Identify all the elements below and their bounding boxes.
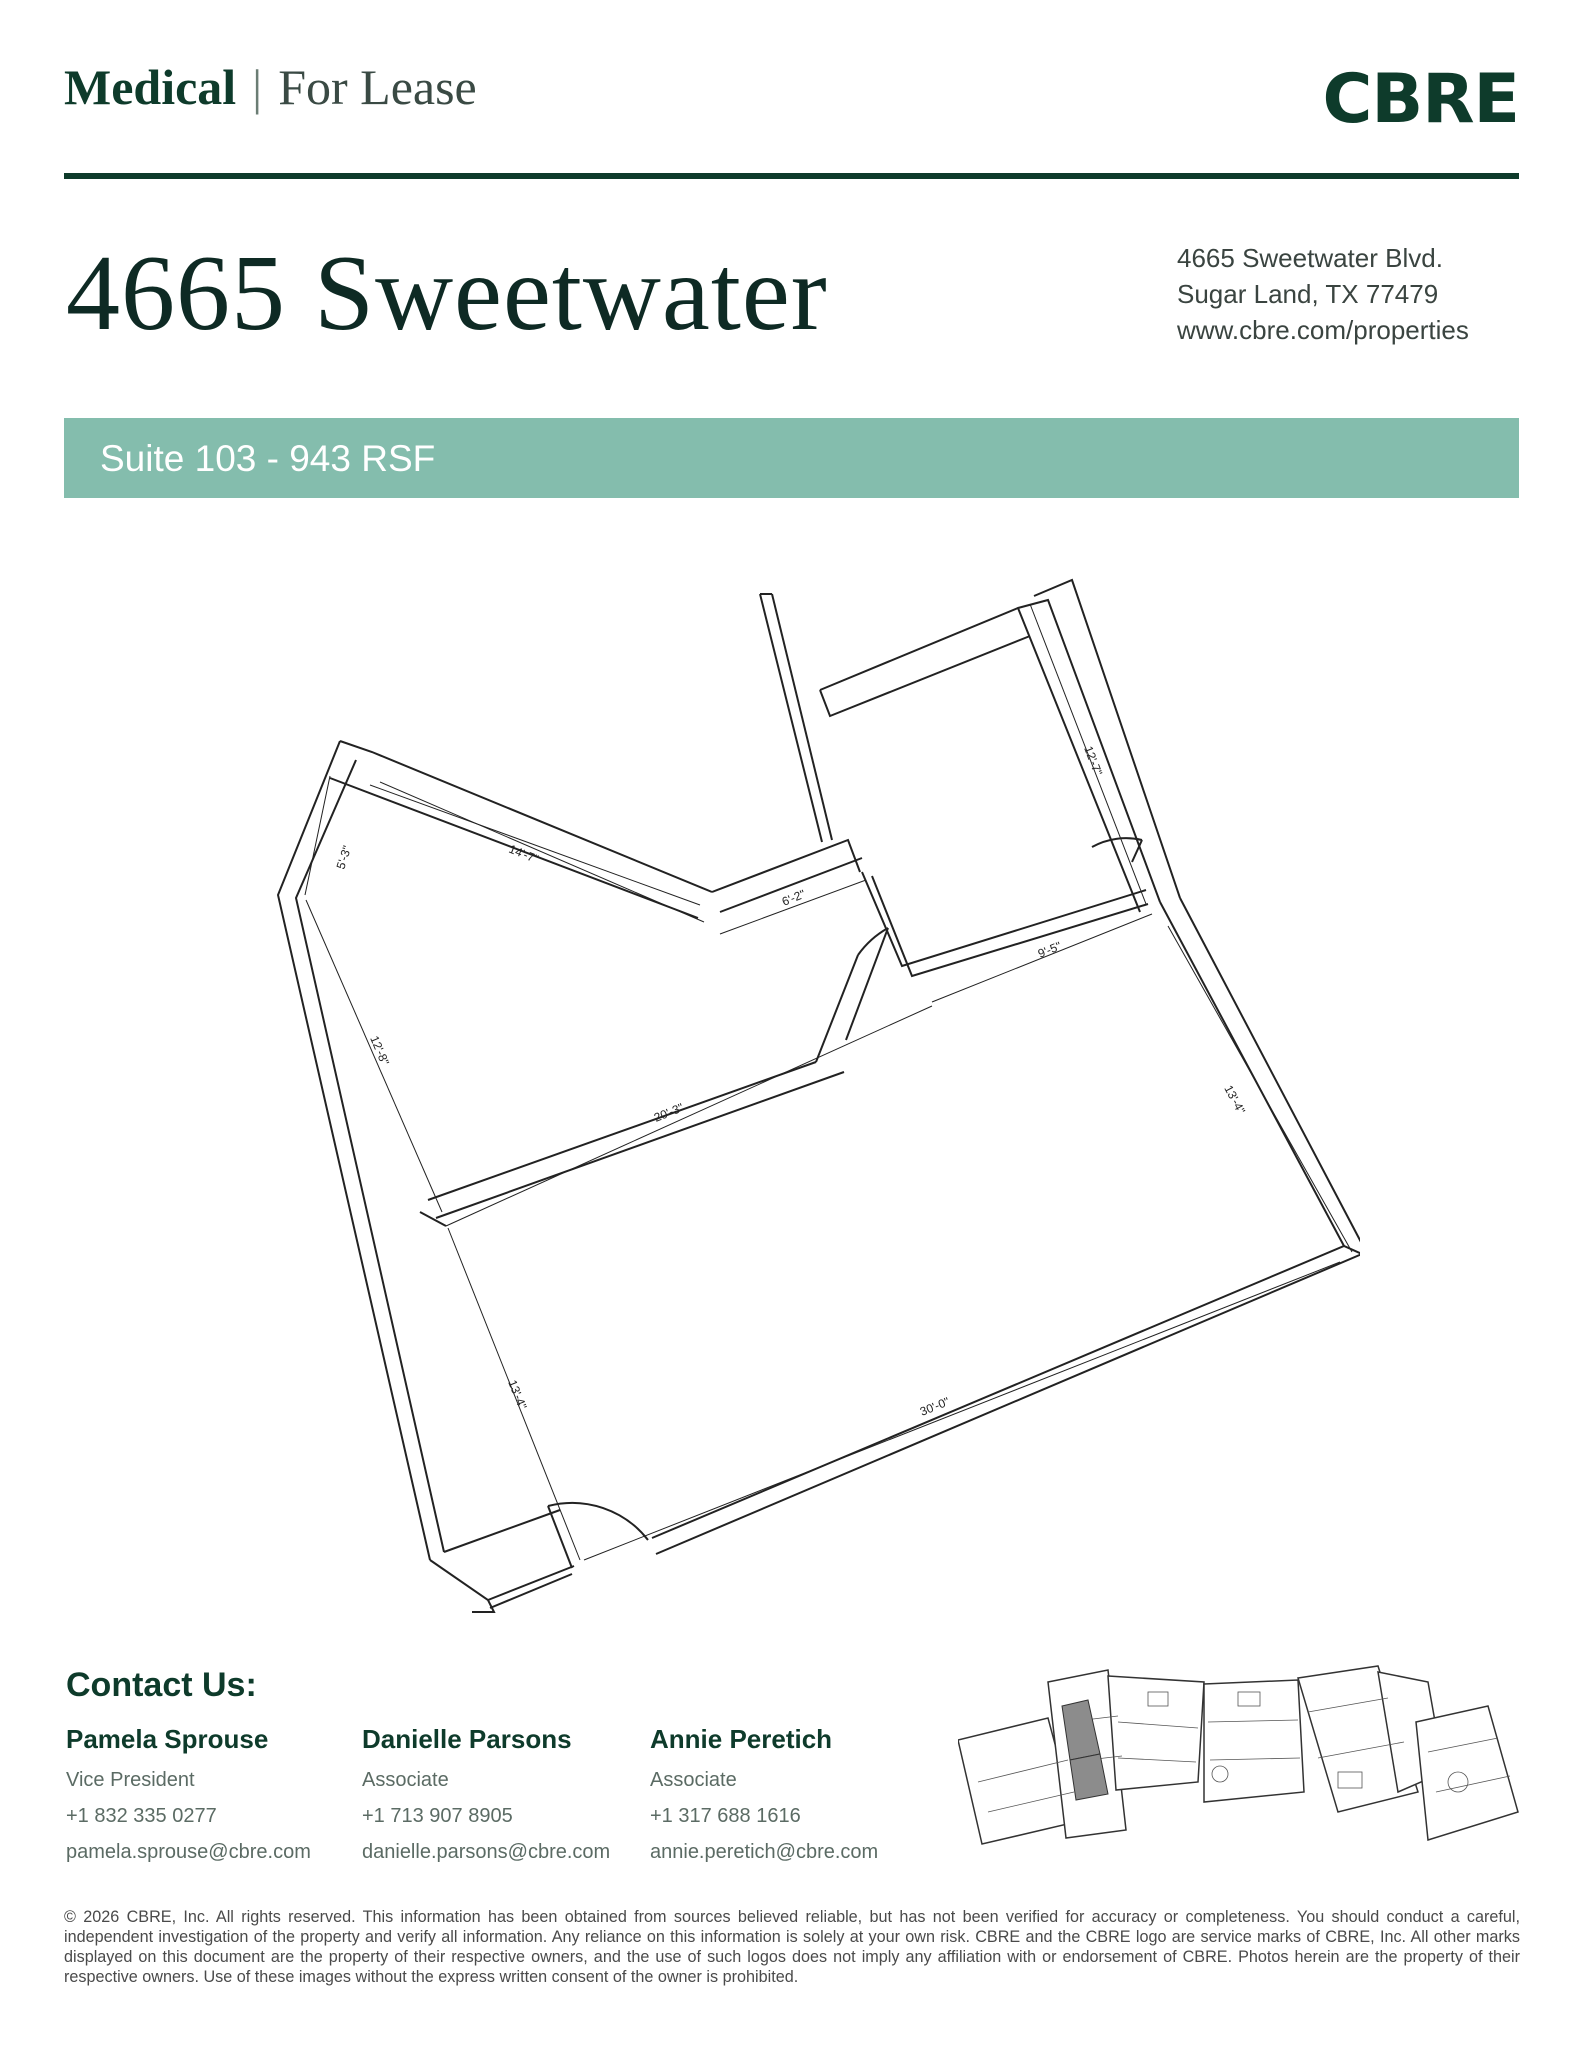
category-heading	[64, 58, 477, 116]
header	[64, 58, 1519, 139]
dimension-label: 6'-2"	[779, 886, 808, 909]
wall	[1180, 898, 1360, 1244]
wall	[488, 1566, 574, 1600]
suite-banner	[64, 418, 1519, 498]
dimension-label: 12'-8"	[367, 1033, 393, 1068]
building-wing	[1416, 1706, 1518, 1840]
building-wing	[1204, 1680, 1304, 1802]
dimension-label: 30'-0"	[917, 1394, 952, 1419]
wall	[490, 1574, 572, 1608]
floor-plan	[260, 565, 1360, 1640]
agent-name: Danielle Parsons	[362, 1724, 572, 1754]
wall	[430, 1560, 494, 1612]
header-separator: |	[252, 59, 263, 115]
wall	[772, 594, 832, 840]
door-swing	[548, 1503, 648, 1540]
listing-status: For Lease	[278, 59, 477, 115]
agent-role: Associate	[650, 1769, 737, 1791]
wall	[1034, 580, 1180, 898]
window-line	[370, 785, 700, 905]
agent-name: Pamela Sprouse	[66, 1724, 269, 1754]
wall	[712, 840, 860, 892]
wall	[1018, 608, 1140, 912]
agent-role: Vice President	[66, 1769, 195, 1791]
agent-email[interactable]: annie.peretich@cbre.com	[650, 1841, 879, 1863]
address-line-1: 4665 Sweetwater Blvd.	[1177, 243, 1443, 273]
property-title: 4665 Sweetwater	[66, 234, 828, 353]
door-swing	[1092, 838, 1142, 847]
wall	[436, 1072, 844, 1218]
dimension-label: 13'-4"	[1221, 1082, 1249, 1117]
website-link[interactable]: www.cbre.com/properties	[1177, 315, 1469, 345]
agent-email[interactable]: pamela.sprouse@cbre.com	[66, 1841, 311, 1863]
door-leaf	[548, 1506, 572, 1568]
agent-card	[650, 1724, 878, 1870]
wall	[760, 594, 822, 842]
agent-phone[interactable]: +1 317 688 1616	[650, 1805, 801, 1827]
agent-phone[interactable]: +1 713 907 8905	[362, 1805, 513, 1827]
dimension-label: 5'-3"	[333, 843, 355, 871]
header-divider	[64, 173, 1519, 179]
wall	[862, 872, 1146, 966]
agent-email[interactable]: danielle.parsons@cbre.com	[362, 1841, 611, 1863]
legal-disclaimer: © 2026 CBRE, Inc. All rights reserved. This information has been obtained from sources believed reliable, but has not been verified for accuracy or completeness. You should conduct a careful, independent investigation of the property and verify all information. Any reliance on this information is solely at your own risk. CBRE and the CBRE logo are service marks of CBRE, Inc. All other marks displayed on this document are the property of their respective owners, and the use of such logos does not imply any affiliation with or endorsement of CBRE. Photos herein are the property of their respective owners. Use of these images without the express written consent of the owner is prohibited.	[64, 1908, 1520, 1986]
address-line-2: Sugar Land, TX 77479	[1177, 279, 1439, 309]
agent-phone[interactable]: +1 832 335 0277	[66, 1805, 217, 1827]
wall	[820, 600, 1160, 902]
wall	[444, 1510, 560, 1552]
agent-name: Annie Peretich	[650, 1724, 833, 1754]
wall	[340, 741, 712, 892]
dimension-label: 14'-7"	[506, 841, 541, 867]
wall	[652, 1246, 1360, 1554]
agent-card	[362, 1724, 610, 1870]
property-address	[1177, 240, 1469, 348]
wall	[816, 955, 858, 1062]
dimension-label: 9'-5"	[1035, 938, 1064, 961]
dimension-label: 12'-7"	[1081, 744, 1106, 778]
category-label: Medical	[64, 59, 237, 115]
wall	[872, 876, 1148, 976]
wall	[296, 760, 444, 1552]
dimension-label: 20'-3"	[651, 1100, 686, 1125]
cbre-logo: CBRE	[1322, 60, 1519, 139]
suite-label: Suite 103 - 943 RSF	[100, 438, 436, 479]
contact-heading: Contact Us:	[66, 1666, 257, 1704]
dimension-label: 13'-4"	[505, 1377, 530, 1412]
wall	[420, 1212, 446, 1226]
building-wing	[1108, 1676, 1204, 1790]
building-site-plan	[958, 1662, 1520, 1858]
agent-card	[66, 1724, 311, 1870]
wall	[428, 1062, 816, 1200]
agent-role: Associate	[362, 1769, 449, 1791]
